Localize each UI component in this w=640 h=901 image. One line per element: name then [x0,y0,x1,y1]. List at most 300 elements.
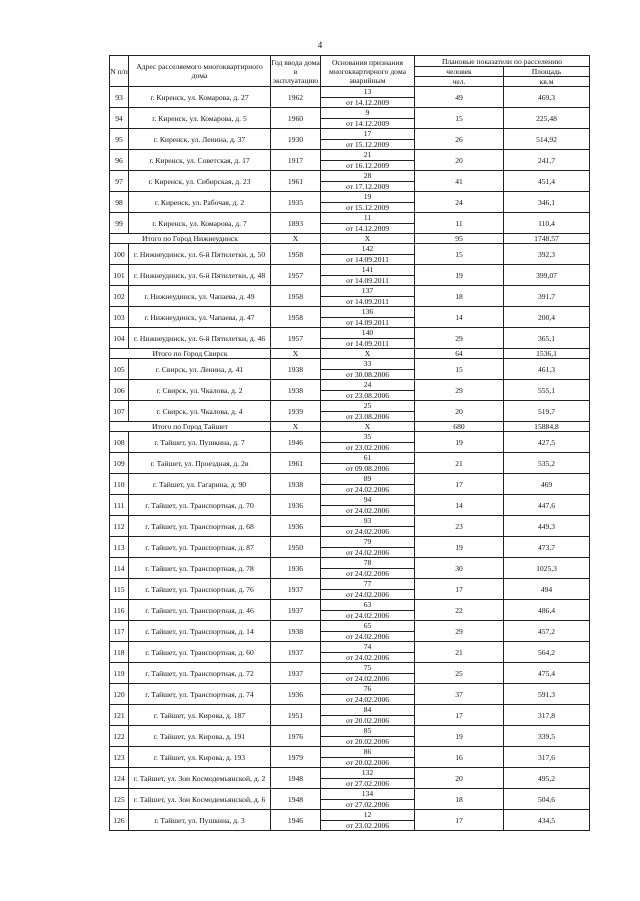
table-row [110,684,590,705]
row-people: 11 [415,213,504,234]
basis-doc-date: от 14.09.2011 [346,296,389,306]
basis-doc-date: от 14.12.2009 [345,118,390,128]
row-basis [321,244,415,265]
row-address: г. Нижнеудинск, ул. 6-й Пятилетки, д. 50 [129,244,271,265]
row-number: 118 [110,642,129,663]
basis-doc-number: 61 [321,453,414,464]
row-number: 111 [110,495,129,516]
row-address: г. Тайшет, ул. Транспортная, д. 46 [129,600,271,621]
row-year: 1930 [271,129,321,150]
header-basis: Основания признания многоквартирного дома аварийным [321,56,415,87]
row-area: 399,07 [504,265,590,286]
table-row [110,265,590,286]
basis-doc-date: от 14.12.2009 [345,97,390,107]
row-number: 93 [110,87,129,108]
row-people: 19 [415,537,504,558]
row-number: 106 [110,380,129,401]
row-people: 15 [415,359,504,380]
row-year: 1957 [271,328,321,349]
row-basis [321,192,415,213]
header-address: Адрес расселяемого многоквартирного дома [129,56,271,87]
total-area: 1536,1 [504,349,590,359]
row-area: 475,4 [504,663,590,684]
total-basis: X [321,234,415,244]
row-people: 19 [415,726,504,747]
table-row [110,150,590,171]
row-basis [321,286,415,307]
row-year: 1962 [271,87,321,108]
total-area: 15884,8 [504,422,590,432]
row-people: 21 [415,453,504,474]
basis-doc-date: от 24.02.2006 [345,631,390,641]
row-address: г. Тайшет, ул. Транспортная, д. 76 [129,579,271,600]
row-year: 1937 [271,663,321,684]
basis-doc-date: от 20.02.2006 [345,715,390,725]
basis-doc-number: 19 [321,192,414,203]
row-people: 17 [415,810,504,831]
row-people: 18 [415,789,504,810]
row-year: 1958 [271,307,321,328]
row-address: г. Тайшет, ул. Зои Космодемьянской, д. 2 [129,768,271,789]
header-year: Год ввода дома в эксплуатацию [271,57,320,85]
row-basis [321,380,415,401]
row-number: 122 [110,726,129,747]
table-row [110,432,590,453]
basis-doc-date: от 24.02.2006 [345,568,390,578]
row-people: 16 [415,747,504,768]
row-number: 103 [110,307,129,328]
row-address: г. Киренск, ул. Комарова, д. 27 [129,87,271,108]
table-row [110,789,590,810]
row-people: 17 [415,705,504,726]
row-address: г. Тайшет, ул. Транспортная, д. 78 [129,558,271,579]
basis-doc-date: от 14.09.2011 [346,254,389,264]
row-number: 116 [110,600,129,621]
total-label: Итого по Город Нижнеудинск [110,234,271,244]
row-area: 514,92 [504,129,590,150]
total-basis: X [321,349,415,359]
basis-doc-date: от 24.02.2006 [345,610,390,620]
row-number: 107 [110,401,129,422]
table-row [110,747,590,768]
basis-doc-date: от 24.02.2006 [345,673,390,683]
basis-doc-date: от 23.08.2006 [345,411,390,421]
row-basis [321,307,415,328]
basis-doc-number: 25 [321,401,414,412]
row-people: 26 [415,129,504,150]
row-basis [321,495,415,516]
basis-doc-number: 13 [321,87,414,98]
basis-doc-number: 21 [321,150,414,161]
row-number: 113 [110,537,129,558]
row-area: 473,7 [504,537,590,558]
resettlement-table [109,55,590,831]
row-basis [321,87,415,108]
table-row [110,244,590,265]
row-area: 110,4 [504,213,590,234]
basis-doc-number: 89 [321,474,414,485]
basis-doc-number: 140 [321,328,414,339]
row-address: г. Нижнеудинск, ул. 6-й Пятилетки, д. 46 [129,328,271,349]
table-body [110,87,590,831]
row-area: 469 [504,474,590,495]
row-people: 24 [415,192,504,213]
row-address: г. Свирск, ул. Ленина, д. 41 [129,359,271,380]
basis-doc-date: от 17.12.2009 [345,181,390,191]
row-number: 125 [110,789,129,810]
basis-doc-number: 132 [321,768,414,779]
basis-doc-date: от 14.09.2011 [346,275,389,285]
basis-doc-number: 74 [321,642,414,653]
basis-doc-number: 136 [321,307,414,318]
row-year: 1951 [271,705,321,726]
row-basis [321,789,415,810]
basis-doc-date: от 24.02.2006 [345,589,390,599]
table-row [110,474,590,495]
basis-doc-number: 63 [321,600,414,611]
total-year: X [271,422,321,432]
row-address: г. Тайшет, ул. Транспортная, д. 70 [129,495,271,516]
basis-doc-date: от 15.12.2009 [345,202,390,212]
row-year: 1938 [271,621,321,642]
row-address: г. Киренск, ул. Рабочая, д. 2 [129,192,271,213]
row-basis [321,401,415,422]
basis-doc-date: от 24.02.2006 [345,505,390,515]
table-row [110,810,590,831]
row-basis [321,558,415,579]
table-row [110,558,590,579]
row-area: 434,5 [504,810,590,831]
table-row [110,192,590,213]
row-number: 97 [110,171,129,192]
row-people: 15 [415,244,504,265]
row-area: 486,4 [504,600,590,621]
row-address: г. Нижнеудинск, ул. 6-й Пятилетки, д. 48 [129,265,271,286]
row-area: 535,2 [504,453,590,474]
table-row [110,579,590,600]
row-address: г. Киренск, ул. Комарова, д. 5 [129,108,271,129]
total-year: X [271,349,321,359]
row-number: 94 [110,108,129,129]
row-basis [321,432,415,453]
basis-doc-date: от 24.02.2006 [345,484,390,494]
row-area: 346,1 [504,192,590,213]
row-basis [321,328,415,349]
row-basis [321,213,415,234]
row-number: 100 [110,244,129,265]
table-row [110,171,590,192]
row-address: г. Киренск, ул. Ленина, д. 37 [129,129,271,150]
table-row [110,495,590,516]
row-address: г. Тайшет, ул. Транспортная, д. 74 [129,684,271,705]
basis-doc-date: от 14.09.2011 [346,338,389,348]
row-basis [321,621,415,642]
total-row [110,422,590,432]
basis-doc-number: 141 [321,265,414,276]
basis-doc-number: 65 [321,621,414,632]
table-row [110,307,590,328]
row-year: 1948 [271,768,321,789]
row-basis [321,516,415,537]
row-area: 427,5 [504,432,590,453]
row-people: 23 [415,516,504,537]
header-planned: Плановые показатели по расселению [415,56,590,67]
table-row [110,768,590,789]
basis-doc-date: от 14.09.2011 [346,317,389,327]
row-area: 391,7 [504,286,590,307]
row-people: 21 [415,642,504,663]
row-number: 99 [110,213,129,234]
total-people: 95 [415,234,504,244]
total-year: X [271,234,321,244]
table-row [110,600,590,621]
row-year: 1976 [271,726,321,747]
row-basis [321,108,415,129]
basis-doc-number: 137 [321,286,414,297]
total-basis: X [321,422,415,432]
row-area: 1025,3 [504,558,590,579]
row-address: г. Тайшет, ул. Кирова, д. 193 [129,747,271,768]
basis-doc-date: от 23.08.2006 [345,390,390,400]
header-people-unit: чел. [415,77,504,87]
table-row [110,380,590,401]
row-number: 120 [110,684,129,705]
row-area: 200,4 [504,307,590,328]
row-people: 20 [415,768,504,789]
row-number: 123 [110,747,129,768]
row-basis [321,150,415,171]
row-people: 17 [415,474,504,495]
row-people: 14 [415,307,504,328]
row-address: г. Тайшет, ул. Кирова, д. 191 [129,726,271,747]
row-address: г. Тайшет, ул. Пушкина, д. 3 [129,810,271,831]
table-row [110,453,590,474]
row-people: 49 [415,87,504,108]
total-people: 680 [415,422,504,432]
row-address: г. Тайшет, ул. Транспортная, д. 68 [129,516,271,537]
row-basis [321,663,415,684]
table-row [110,621,590,642]
row-address: г. Свирск, ул. Чкалова, д. 2 [129,380,271,401]
row-number: 104 [110,328,129,349]
row-basis [321,705,415,726]
page-number: 4 [317,40,323,50]
row-area: 591,3 [504,684,590,705]
basis-doc-number: 78 [321,558,414,569]
row-people: 37 [415,684,504,705]
basis-doc-date: от 24.02.2006 [345,652,390,662]
row-people: 20 [415,401,504,422]
table-row [110,359,590,380]
row-basis [321,747,415,768]
row-address: г. Нижнеудинск, ул. Чапаева, д. 49 [129,286,271,307]
row-people: 19 [415,265,504,286]
row-basis [321,600,415,621]
basis-doc-date: от 24.02.2006 [345,526,390,536]
row-address: г. Киренск, ул. Советская, д. 17 [129,150,271,171]
row-number: 96 [110,150,129,171]
basis-doc-date: от 30.08.2006 [345,369,390,379]
row-address: г. Тайшет, ул. Пушкина, д. 7 [129,432,271,453]
row-area: 317,6 [504,747,590,768]
basis-doc-number: 9 [321,108,414,119]
basis-doc-number: 28 [321,171,414,182]
row-address: г. Киренск, ул. Сибирская, д. 23 [129,171,271,192]
row-year: 1938 [271,359,321,380]
row-area: 447,6 [504,495,590,516]
row-number: 112 [110,516,129,537]
header-area: Площадь [504,67,590,77]
basis-doc-date: от 27.02.2006 [345,778,390,788]
total-label: Итого по Город Свирск [110,349,271,359]
total-row [110,234,590,244]
basis-doc-date: от 09.08.2006 [345,463,390,473]
row-people: 15 [415,108,504,129]
header-people: человек [415,67,504,77]
row-year: 1958 [271,286,321,307]
basis-doc-number: 17 [321,129,414,140]
row-people: 14 [415,495,504,516]
table-row [110,328,590,349]
row-address: г. Тайшет, ул. Проездная, д. 2в [129,453,271,474]
row-area: 555,1 [504,380,590,401]
row-year: 1937 [271,579,321,600]
row-area: 392,3 [504,244,590,265]
basis-doc-number: 134 [321,789,414,800]
table-row [110,642,590,663]
basis-doc-number: 11 [321,213,414,224]
total-people: 64 [415,349,504,359]
row-people: 25 [415,663,504,684]
row-year: 1917 [271,150,321,171]
row-basis [321,129,415,150]
row-address: г. Тайшет, ул. Зои Космодемьянской, д. 6 [129,789,271,810]
row-basis [321,684,415,705]
row-basis [321,474,415,495]
row-area: 494 [504,579,590,600]
basis-doc-number: 35 [321,432,414,443]
row-area: 504,6 [504,789,590,810]
basis-doc-date: от 20.02.2006 [345,757,390,767]
row-year: 1961 [271,171,321,192]
basis-doc-number: 24 [321,380,414,391]
row-year: 1936 [271,516,321,537]
basis-doc-number: 85 [321,726,414,737]
basis-doc-number: 86 [321,747,414,758]
row-basis [321,726,415,747]
row-year: 1937 [271,642,321,663]
basis-doc-number: 33 [321,359,414,370]
row-number: 101 [110,265,129,286]
row-year: 1961 [271,453,321,474]
row-area: 339,5 [504,726,590,747]
row-people: 41 [415,171,504,192]
row-number: 119 [110,663,129,684]
basis-doc-date: от 14.12.2009 [345,223,390,233]
row-area: 461,3 [504,359,590,380]
row-people: 30 [415,558,504,579]
row-year: 1960 [271,108,321,129]
basis-doc-date: от 24.02.2006 [345,694,390,704]
table-row [110,87,590,108]
row-year: 1938 [271,380,321,401]
basis-doc-number: 76 [321,684,414,695]
row-year: 1893 [271,213,321,234]
row-year: 1946 [271,432,321,453]
table-row [110,213,590,234]
row-year: 1948 [271,789,321,810]
row-address: г. Нижнеудинск, ул. Чапаева, д. 47 [129,307,271,328]
table-header [110,56,590,87]
row-number: 126 [110,810,129,831]
row-number: 98 [110,192,129,213]
basis-doc-number: 75 [321,663,414,674]
row-year: 1935 [271,192,321,213]
row-number: 114 [110,558,129,579]
row-people: 22 [415,600,504,621]
table-row [110,129,590,150]
row-area: 449,3 [504,516,590,537]
row-area: 469,3 [504,87,590,108]
table-row [110,516,590,537]
table-row [110,705,590,726]
table-row [110,401,590,422]
header-area-unit: кв.м [504,77,590,87]
basis-doc-date: от 15.12.2009 [345,139,390,149]
row-year: 1939 [271,401,321,422]
row-people: 29 [415,328,504,349]
row-number: 117 [110,621,129,642]
row-number: 95 [110,129,129,150]
row-basis [321,453,415,474]
row-year: 1936 [271,558,321,579]
row-year: 1979 [271,747,321,768]
basis-doc-date: от 20.02.2006 [345,736,390,746]
row-people: 20 [415,150,504,171]
row-basis [321,359,415,380]
row-year: 1957 [271,265,321,286]
table-row [110,537,590,558]
basis-doc-date: от 27.02.2006 [345,799,390,809]
row-address: г. Свирск, ул. Чкалова, д. 4 [129,401,271,422]
table-row [110,726,590,747]
row-basis [321,768,415,789]
row-number: 121 [110,705,129,726]
basis-doc-date: от 23.02.2006 [345,442,390,452]
row-number: 124 [110,768,129,789]
basis-doc-date: от 24.02.2006 [345,547,390,557]
basis-doc-date: от 16.12.2009 [345,160,390,170]
row-year: 1950 [271,537,321,558]
row-area: 365,1 [504,328,590,349]
row-people: 18 [415,286,504,307]
row-address: г. Киренск, ул. Комарова, д. 7 [129,213,271,234]
row-basis [321,579,415,600]
row-people: 19 [415,432,504,453]
basis-doc-number: 84 [321,705,414,716]
row-area: 225,48 [504,108,590,129]
row-area: 519,7 [504,401,590,422]
header-num: N п/п [110,56,129,87]
row-people: 29 [415,380,504,401]
row-area: 495,2 [504,768,590,789]
row-area: 451,4 [504,171,590,192]
basis-doc-number: 93 [321,516,414,527]
row-year: 1936 [271,495,321,516]
row-basis [321,642,415,663]
row-people: 29 [415,621,504,642]
table-row [110,108,590,129]
